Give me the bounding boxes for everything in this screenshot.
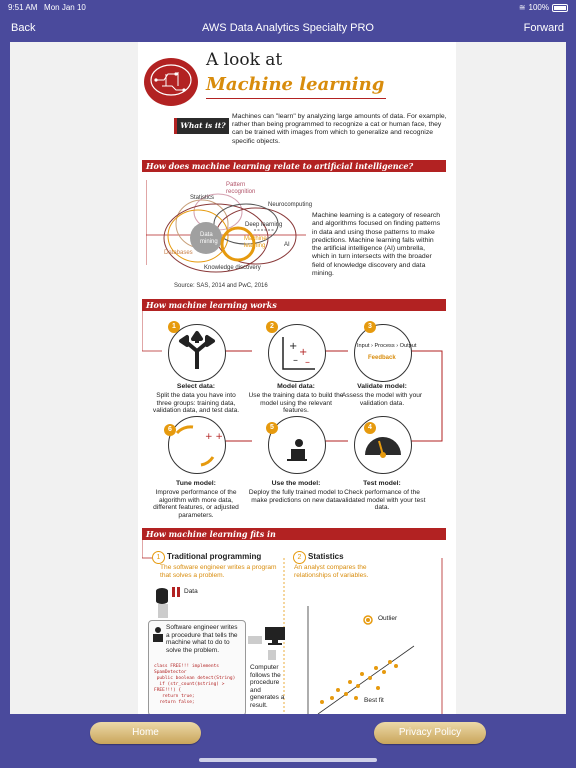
home-indicator[interactable] (199, 758, 377, 762)
step-title: Select data: (176, 383, 216, 390)
venn-label-neurocomputing: Neurocomputing (268, 202, 313, 208)
computer-icon (264, 626, 286, 646)
data-label: Data (184, 588, 198, 595)
step-title: Model data: (277, 383, 315, 390)
traditional-number: 1 (152, 551, 165, 564)
svg-text:–: – (293, 355, 298, 366)
step-desc: Split the data you have into three groups: training data, validation data, and test data. (152, 392, 240, 415)
venn-label-deep-learning: Deep learning (245, 222, 283, 228)
brain-circuit-icon (142, 56, 200, 108)
statistics-number: 2 (293, 551, 306, 564)
step-validate-model-icon (354, 324, 412, 382)
traditional-lead: The software engineer writes a program that solves a problem. (160, 564, 277, 579)
down-arrow-icon (268, 650, 276, 660)
svg-text:+: + (299, 347, 308, 358)
web-content[interactable] (10, 42, 566, 714)
validate-flow-text: Input › Process › Output (357, 343, 417, 349)
svg-text:–: – (305, 357, 310, 368)
statistics-lead: An analyst compares the relationships of variables. (294, 564, 369, 579)
step-number: 6 (164, 424, 176, 436)
page-title: AWS Data Analytics Specialty PRO (202, 22, 374, 34)
right-arrow-icon (248, 636, 262, 644)
step-number: 1 (168, 321, 180, 333)
procedure-text: Software engineer writes a procedure that tells the machine what to do to solve the problem. (166, 624, 238, 654)
venn-label-knowledge: Knowledge discovery (204, 265, 261, 271)
step-number: 5 (266, 422, 278, 434)
svg-text:+ +: + + (205, 432, 223, 442)
best-fit-label: Best fit (364, 697, 384, 704)
step-desc: Improve performance of the algorithm with more data, different features, or adjusted parameters. (153, 489, 239, 519)
back-button[interactable]: Back (11, 22, 36, 34)
step-title: Validate model: (357, 383, 407, 390)
step-desc: Check performance of the validated model with your test data. (338, 489, 426, 512)
status-bar (0, 0, 576, 14)
venn-label-machine-learning: Machine learning (244, 236, 267, 249)
privacy-policy-button[interactable]: Privacy Policy (374, 722, 486, 744)
venn-label-databases: Databases (164, 250, 193, 256)
step-number: 2 (266, 321, 278, 333)
status-time: 9:51 AM Mon Jan 10 (8, 3, 86, 12)
computer-text: Computer follows the procedure and generates a result. (250, 664, 285, 709)
svg-text:+: + (289, 341, 298, 352)
venn-label-data-mining: Data mining (200, 232, 218, 245)
infographic-title-line2: Machine learning (206, 74, 385, 95)
down-arrow-icon (158, 604, 168, 618)
step-select-data-icon (168, 324, 226, 382)
section-ml-fits-in: How machine learning fits in (142, 528, 446, 540)
venn-label-statistics: Statistics (190, 195, 215, 201)
venn-label-pattern: Pattern recognition (226, 182, 256, 195)
wifi-icon: ≊ (518, 3, 526, 12)
step-desc: Use the training data to build the model using the relevant features. (248, 392, 344, 415)
home-button[interactable]: Home (90, 722, 201, 744)
outlier-label: Outlier (378, 615, 398, 622)
section-ai-relation: How does machine learning relate to artificial intelligence? (142, 160, 446, 172)
section-how-ml-works: How machine learning works (142, 299, 446, 311)
step-desc: Deploy the fully trained model to make predictions on new data. (248, 489, 344, 504)
navigation-bar (0, 14, 576, 42)
step-model-data-icon (268, 324, 326, 382)
venn-label-ai: AI (284, 242, 290, 248)
ml-infographic-image (138, 42, 456, 714)
step-title: Use the model: (271, 480, 321, 487)
source-note: Source: SAS, 2014 and PwC, 2016 (174, 283, 268, 289)
battery-icon (552, 4, 568, 12)
step-number: 4 (364, 422, 376, 434)
step-title: Tune model: (176, 480, 216, 487)
validate-feedback-label: Feedback (368, 355, 396, 361)
what-is-it-text: Machines can "learn" by analyzing large amounts of data. For example, rather than being programmed to recognize a cat or human face, they can be trained with images from which to generalize and recognize specific objects. (232, 113, 447, 145)
step-test-model-icon (354, 416, 412, 474)
forward-button[interactable]: Forward (523, 22, 564, 34)
step-number: 3 (364, 321, 376, 333)
database-icon (154, 585, 182, 605)
status-battery (519, 3, 568, 12)
battery-percent: 100% (528, 3, 549, 12)
code-snippet: class FREE!!! implements SpamDetector public boolean detect(String) if (str_count($string) > FREE!!!) { return true; return false; (154, 664, 236, 705)
statistics-title: Statistics (308, 552, 344, 561)
step-title: Test model: (363, 480, 401, 487)
infographic-title-line1: A look at (206, 50, 283, 70)
step-tune-model-icon (168, 416, 226, 474)
ml-description: Machine learning is a category of research and algorithms focused on finding patterns in data and using those patterns to make predictions. Machine learning falls within the artificial intelligence (AI) umbrella, which in turn intersects with the broader field of knowledge discovery and data mining. (312, 212, 441, 278)
what-is-it-label: What is it? (174, 118, 229, 134)
traditional-title: Traditional programming (167, 552, 262, 561)
engineer-icon (152, 626, 164, 642)
step-desc: Assess the model with your validation data. (341, 392, 423, 407)
divider (206, 98, 386, 99)
